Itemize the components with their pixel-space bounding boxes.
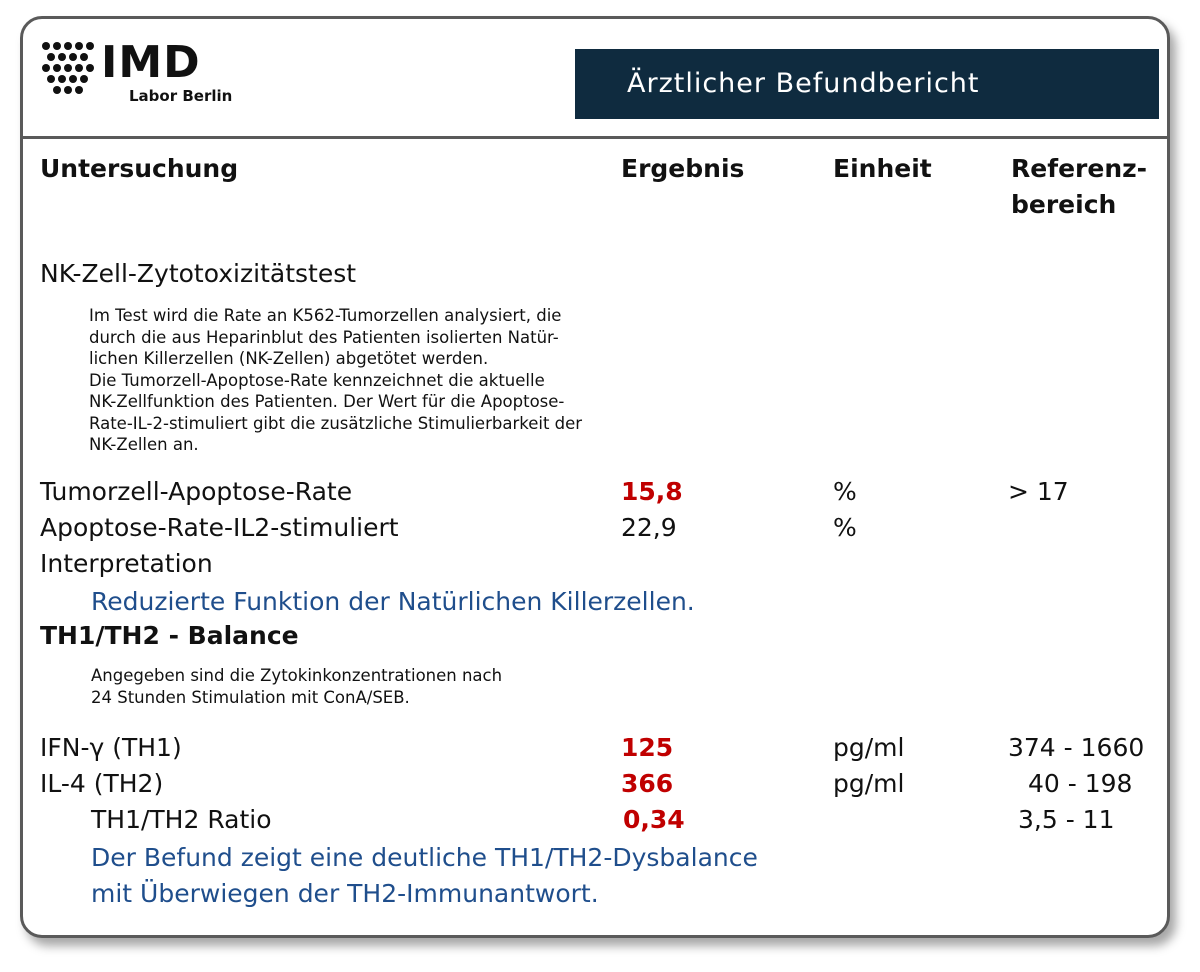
nk-description-line: Die Tumorzell-Apoptose-Rate kennzeichnet die aktuelle — [89, 370, 545, 390]
result-value: 22,9 — [621, 513, 677, 542]
result-reference: 3,5 - 11 — [1018, 805, 1115, 834]
th-description-line: 24 Stunden Stimulation mit ConA/SEB. — [91, 687, 410, 707]
report-title: Ärztlicher Befundbericht — [575, 49, 1159, 119]
result-name: IL-4 (TH2) — [40, 769, 164, 798]
column-header-unit: Einheit — [833, 154, 932, 183]
result-reference: 40 - 198 — [1028, 769, 1133, 798]
imd-logo — [41, 37, 271, 121]
result-reference: 374 - 1660 — [1008, 733, 1145, 762]
result-unit: pg/ml — [833, 769, 905, 798]
conclusion-line: mit Überwiegen der TH2-Immunantwort. — [91, 879, 599, 908]
nk-description-line: Im Test wird die Rate an K562-Tumorzellen analysiert, die — [89, 306, 562, 325]
column-header-reference-line1: Referenz- — [1011, 154, 1148, 183]
column-header-result: Ergebnis — [621, 154, 745, 183]
th-section-title: TH1/TH2 - Balance — [40, 621, 299, 650]
result-unit: pg/ml — [833, 733, 905, 762]
result-name: TH1/TH2 Ratio — [91, 805, 272, 834]
nk-section-title: NK-Zell-Zytotoxizitätstest — [40, 259, 357, 288]
column-header-test: Untersuchung — [40, 154, 239, 183]
nk-description — [89, 305, 689, 456]
nk-description-line: durch die aus Heparinblut des Patienten isolierten Natür- — [89, 327, 559, 347]
th-description-line: Angegeben sind die Zytokinkonzentrationen nach — [91, 666, 503, 685]
result-name: Tumorzell-Apoptose-Rate — [40, 477, 353, 506]
result-reference: > 17 — [1008, 477, 1069, 506]
logo-dots-icon — [41, 41, 99, 95]
column-header-reference — [1011, 151, 1147, 223]
result-value-flagged: 0,34 — [623, 805, 685, 834]
interpretation-label: Interpretation — [40, 549, 213, 578]
result-name: Apoptose-Rate-IL2-stimuliert — [40, 513, 399, 542]
logo-wordmark: IMD — [101, 37, 201, 88]
result-name: IFN-γ (TH1) — [40, 733, 182, 762]
interpretation-text: Reduzierte Funktion der Natürlichen Killerzellen. — [91, 587, 695, 616]
result-value-flagged: 15,8 — [621, 477, 683, 506]
header-divider — [23, 136, 1167, 139]
nk-description-line: NK-Zellen an. — [89, 435, 199, 454]
result-unit: % — [833, 477, 857, 506]
nk-description-line: Rate-IL-2-stimuliert gibt die zusätzliche Stimulierbarkeit der — [89, 413, 583, 433]
nk-description-line: lichen Killerzellen (NK-Zellen) abgetötet werden. — [89, 349, 489, 368]
logo-subtitle: Labor Berlin — [129, 87, 233, 105]
th-description — [91, 665, 651, 708]
conclusion-line: Der Befund zeigt eine deutliche TH1/TH2-Dysbalance — [91, 843, 758, 872]
report-card — [20, 16, 1170, 938]
result-unit: % — [833, 513, 857, 542]
result-value-flagged: 366 — [621, 769, 674, 798]
result-value-flagged: 125 — [621, 733, 674, 762]
column-header-reference-line2: bereich — [1011, 190, 1117, 219]
nk-description-line: NK-Zellfunktion des Patienten. Der Wert für die Apoptose- — [89, 392, 565, 411]
